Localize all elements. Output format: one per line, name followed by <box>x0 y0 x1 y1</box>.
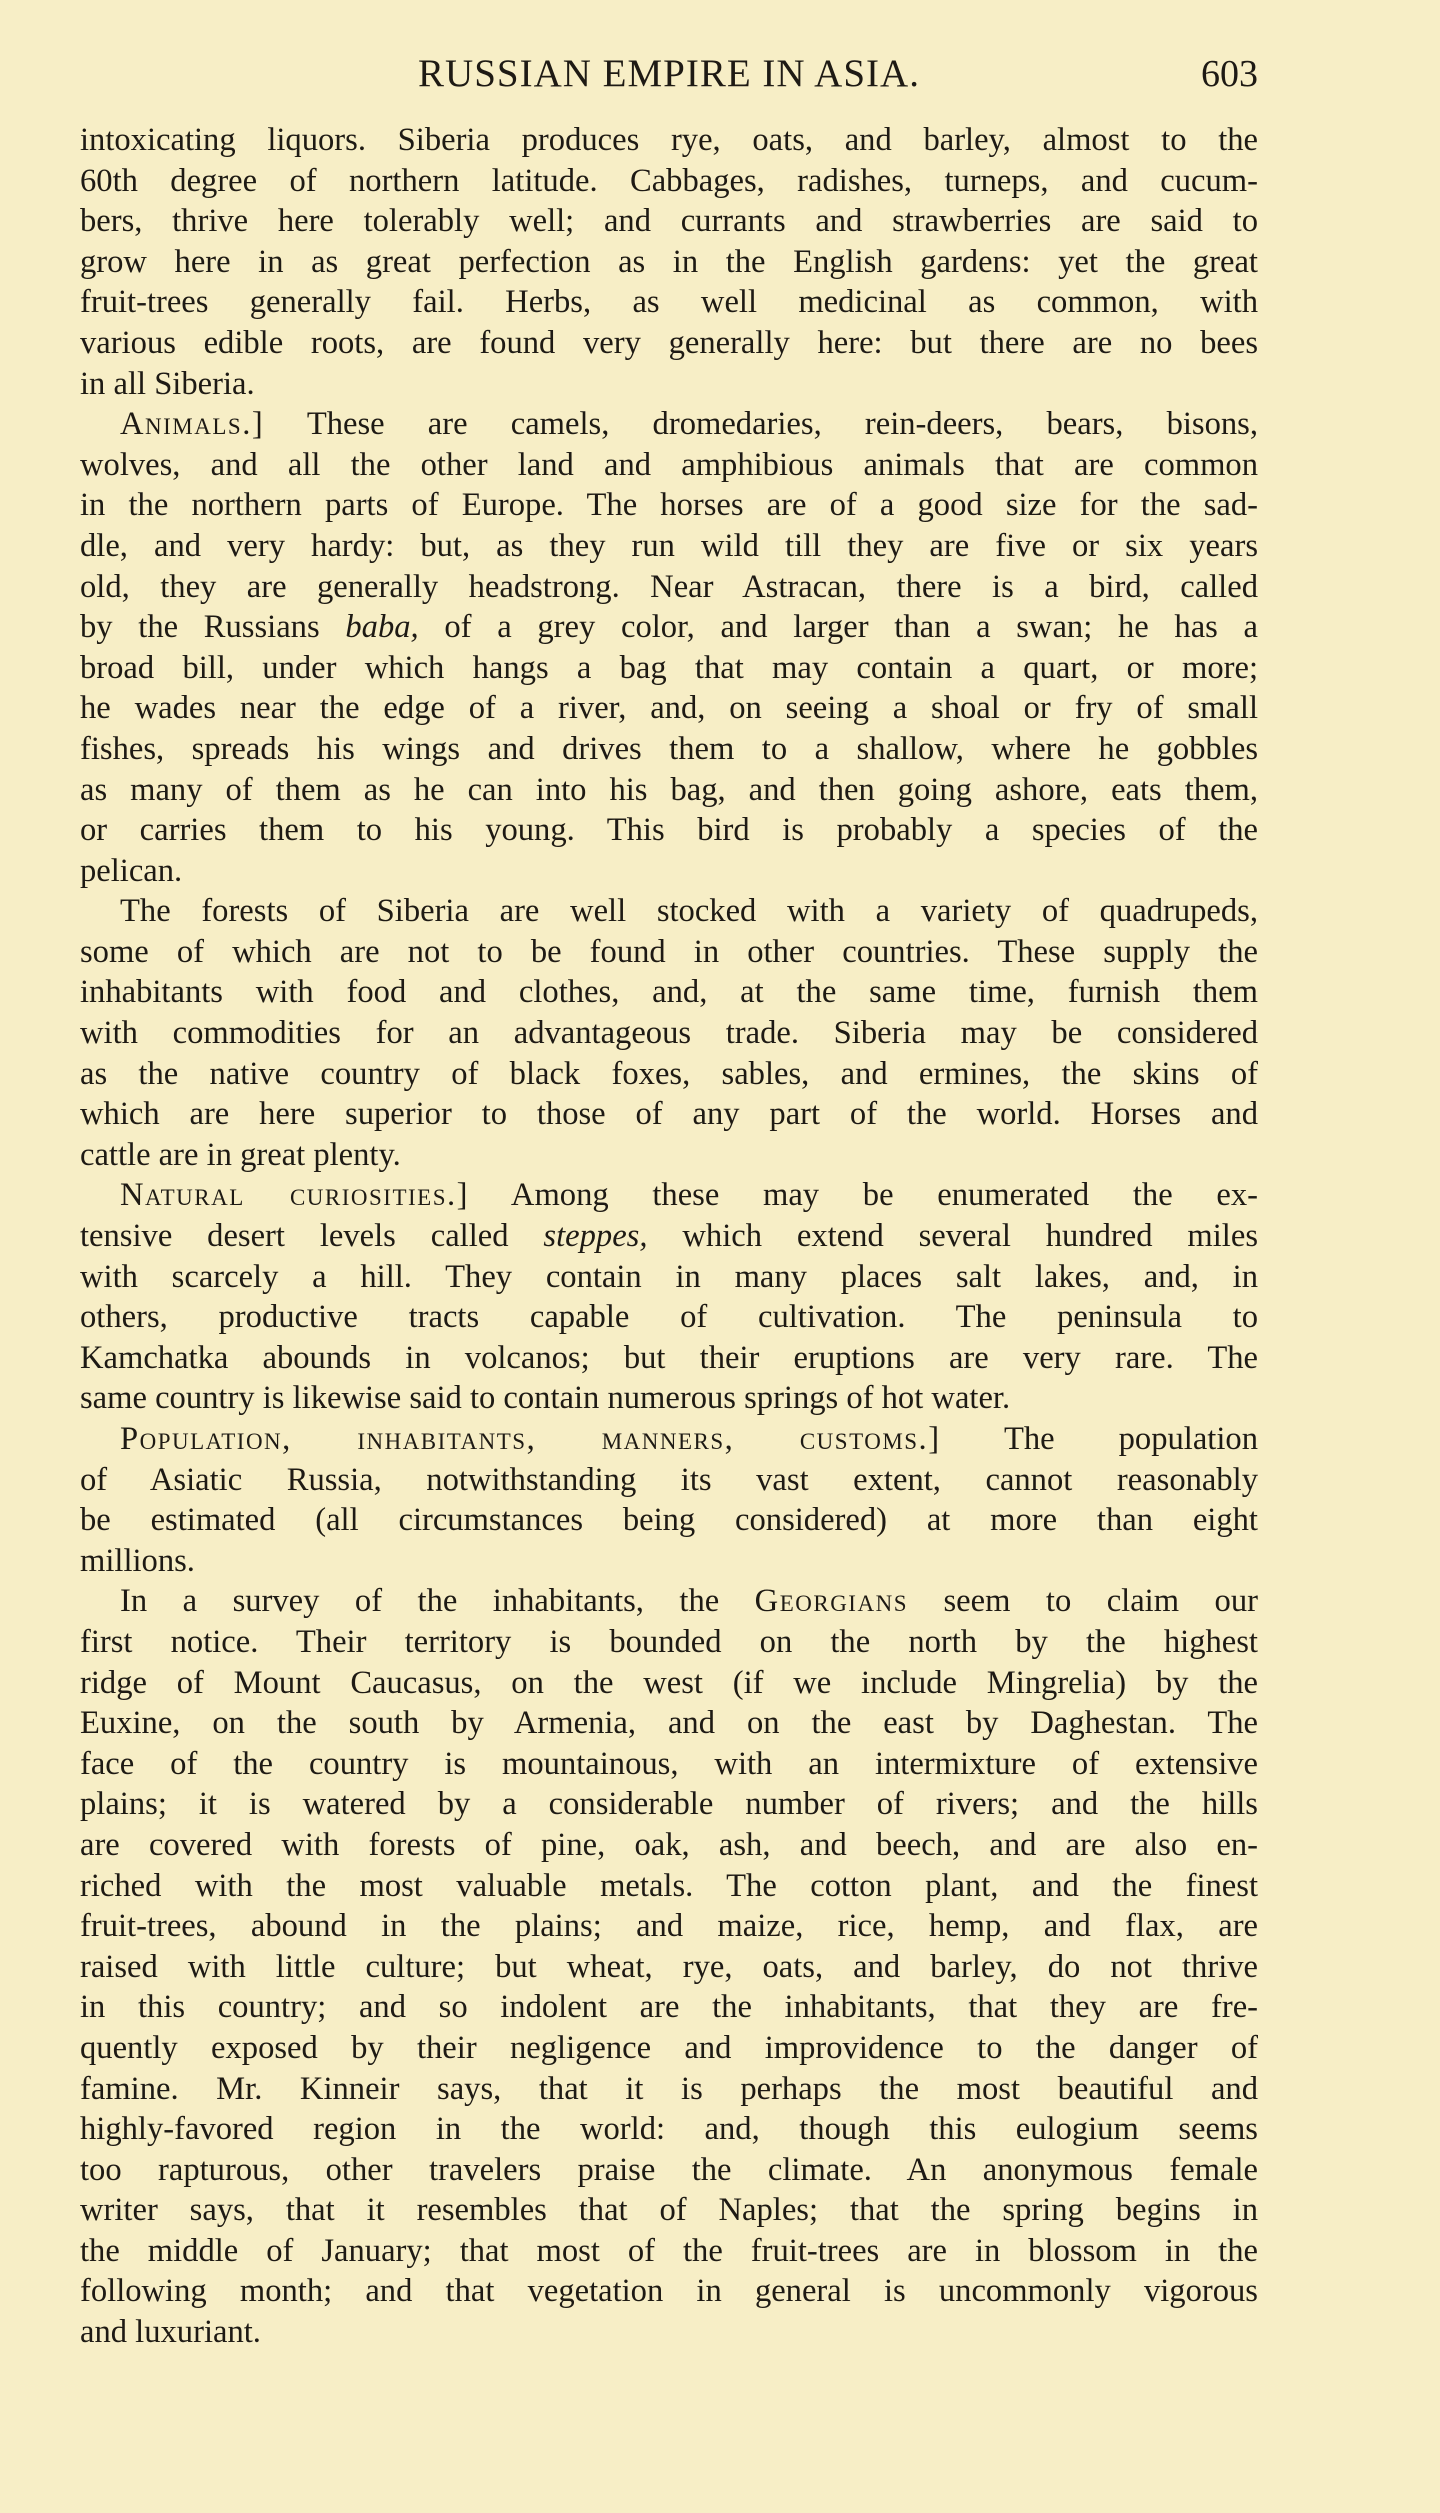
text-line: with scarcely a hill. They contain in many places salt lakes, and, in <box>80 1258 1258 1295</box>
text-line: plains; it is watered by a considerable number of rivers; and the hills <box>80 1786 1258 1823</box>
text-line: various edible roots, are found very generally here: but there are no bees <box>80 324 1258 361</box>
page-number: 603 <box>1201 53 1258 95</box>
text-line: others, productive tracts capable of cultivation. The peninsula to <box>80 1299 1258 1336</box>
text-line <box>80 607 1258 648</box>
text-line <box>80 404 1258 445</box>
page-header <box>80 44 1258 104</box>
italic-term-baba: baba, <box>345 609 419 646</box>
text-line: fishes, spreads his wings and drives them to a shallow, where he gobbles <box>80 730 1258 767</box>
text-line <box>80 1581 1258 1622</box>
text-line: old, they are generally headstrong. Near Astracan, there is a bird, called <box>80 568 1258 605</box>
text-line: as the native country of black foxes, sables, and ermines, the skins of <box>80 1055 1258 1092</box>
text-line: dle, and very hardy: but, as they run wild till they are five or six years <box>80 527 1258 564</box>
section-heading-population: Population, inhabitants, manners, customs.] <box>120 1421 941 1457</box>
text-run: by the Russians <box>80 609 346 646</box>
section-heading-animals: Animals.] <box>120 406 265 443</box>
text-line: writer says, that it resembles that of Naples; that the spring begins in <box>80 2192 1258 2229</box>
italic-term-steppes: steppes, <box>543 1218 648 1255</box>
running-head: RUSSIAN EMPIRE IN ASIA. <box>418 52 920 95</box>
text-line: Kamchatka abounds in volcanos; but their eruptions are very rare. The <box>80 1339 1258 1376</box>
text-line: Euxine, on the south by Armenia, and on the east by Daghestan. The <box>80 1705 1258 1742</box>
smallcaps-term-georgians: Georgians <box>754 1583 908 1620</box>
paragraph-forests <box>80 891 1258 1175</box>
paragraph-population <box>80 1419 1258 1581</box>
paragraph-liquors <box>80 120 1258 404</box>
text-line: same country is likewise said to contain numerous springs of hot water. <box>80 1380 1011 1417</box>
text-run: In a survey of the inhabitants, the <box>120 1583 755 1620</box>
text-line: riched with the most valuable metals. The cotton plant, and the finest <box>80 1867 1258 1904</box>
text-line: following month; and that vegetation in general is uncommonly vigorous <box>80 2273 1258 2310</box>
text-line: in the northern parts of Europe. The horses are of a good size for the sad- <box>80 487 1258 524</box>
text-line: the middle of January; that most of the fruit-trees are in blossom in the <box>80 2232 1258 2269</box>
body-text <box>80 120 1258 2353</box>
text-line: he wades near the edge of a river, and, on seeing a shoal or fry of small <box>80 690 1258 727</box>
text-run: seem to claim our <box>907 1583 1258 1620</box>
text-line: in this country; and so indolent are the inhabitants, that they are fre- <box>80 1989 1258 2026</box>
text-line: first notice. Their territory is bounded on the north by the highest <box>80 1623 1258 1660</box>
text-line: grow here in as great perfection as in the English gardens: yet the great <box>80 243 1258 280</box>
section-heading-natural-curiosities: Natural curiosities.] <box>120 1177 470 1214</box>
text-line: as many of them as he can into his bag, and then going ashore, eats them, <box>80 771 1258 808</box>
text-line: are covered with forests of pine, oak, ash, and beech, and are also en- <box>80 1826 1258 1863</box>
text-line: or carries them to his young. This bird is probably a species of the <box>80 812 1258 849</box>
text-line: and luxuriant. <box>80 2314 261 2351</box>
text-run: of a grey color, and larger than a swan; he has a <box>418 609 1258 646</box>
text-run: The population <box>1003 1421 1258 1457</box>
text-line <box>80 1175 1258 1216</box>
text-line: fruit-trees, abound in the plains; and maize, rice, hemp, and flax, are <box>80 1908 1258 1945</box>
text-line: quently exposed by their negligence and improvidence to the danger of <box>80 2029 1258 2066</box>
text-line: of Asiatic Russia, notwithstanding its vast extent, cannot reasonably <box>80 1461 1258 1498</box>
text-line: broad bill, under which hangs a bag that may contain a quart, or more; <box>80 649 1258 686</box>
paragraph-animals <box>80 404 1258 891</box>
text-line: fruit-trees generally fail. Herbs, as well medicinal as common, with <box>80 284 1258 321</box>
text-line: intoxicating liquors. Siberia produces rye, oats, and barley, almost to the <box>80 122 1258 158</box>
text-line: wolves, and all the other land and amphibious animals that are common <box>80 446 1258 483</box>
text-line: in all Siberia. <box>80 365 255 402</box>
text-run: Among these may be enumerated the ex- <box>510 1177 1258 1214</box>
text-line: highly-favored region in the world: and, though this eulogium seems <box>80 2111 1258 2148</box>
text-line: ridge of Mount Caucasus, on the west (if we include Mingrelia) by the <box>80 1664 1258 1701</box>
text-line: some of which are not to be found in other countries. These supply the <box>80 933 1258 970</box>
text-line <box>80 1216 1258 1257</box>
text-line: pelican. <box>80 852 183 889</box>
text-line: too rapturous, other travelers praise the climate. An anonymous female <box>80 2151 1258 2188</box>
text-line: millions. <box>80 1542 195 1579</box>
text-line: be estimated (all circumstances being considered) at more than eight <box>80 1502 1258 1539</box>
text-line: famine. Mr. Kinneir says, that it is perhaps the most beautiful and <box>80 2070 1258 2107</box>
text-line: cattle are in great plenty. <box>80 1136 401 1173</box>
text-line: inhabitants with food and clothes, and, at the same time, furnish them <box>80 974 1258 1011</box>
text-line: which are here superior to those of any part of the world. Horses and <box>80 1096 1258 1133</box>
paragraph-georgians <box>80 1581 1258 2352</box>
text-line: 60th degree of northern latitude. Cabbages, radishes, turneps, and cucum- <box>80 162 1258 199</box>
text-line: with commodities for an advantageous trade. Siberia may be considered <box>80 1015 1258 1052</box>
text-run: tensive desert levels called <box>80 1218 544 1255</box>
text-line: face of the country is mountainous, with an intermixture of extensive <box>80 1745 1258 1782</box>
text-line <box>80 1419 1258 1460</box>
text-line: The forests of Siberia are well stocked with a variety of quadrupeds, <box>120 893 1258 930</box>
paragraph-natural-curiosities <box>80 1175 1258 1419</box>
text-run: These are camels, dromedaries, rein-deers, bears, bisons, <box>306 406 1258 443</box>
text-line: bers, thrive here tolerably well; and currants and strawberries are said to <box>80 203 1258 240</box>
text-run: which extend several hundred miles <box>647 1218 1258 1255</box>
text-line: raised with little culture; but wheat, rye, oats, and barley, do not thrive <box>80 1948 1258 1985</box>
